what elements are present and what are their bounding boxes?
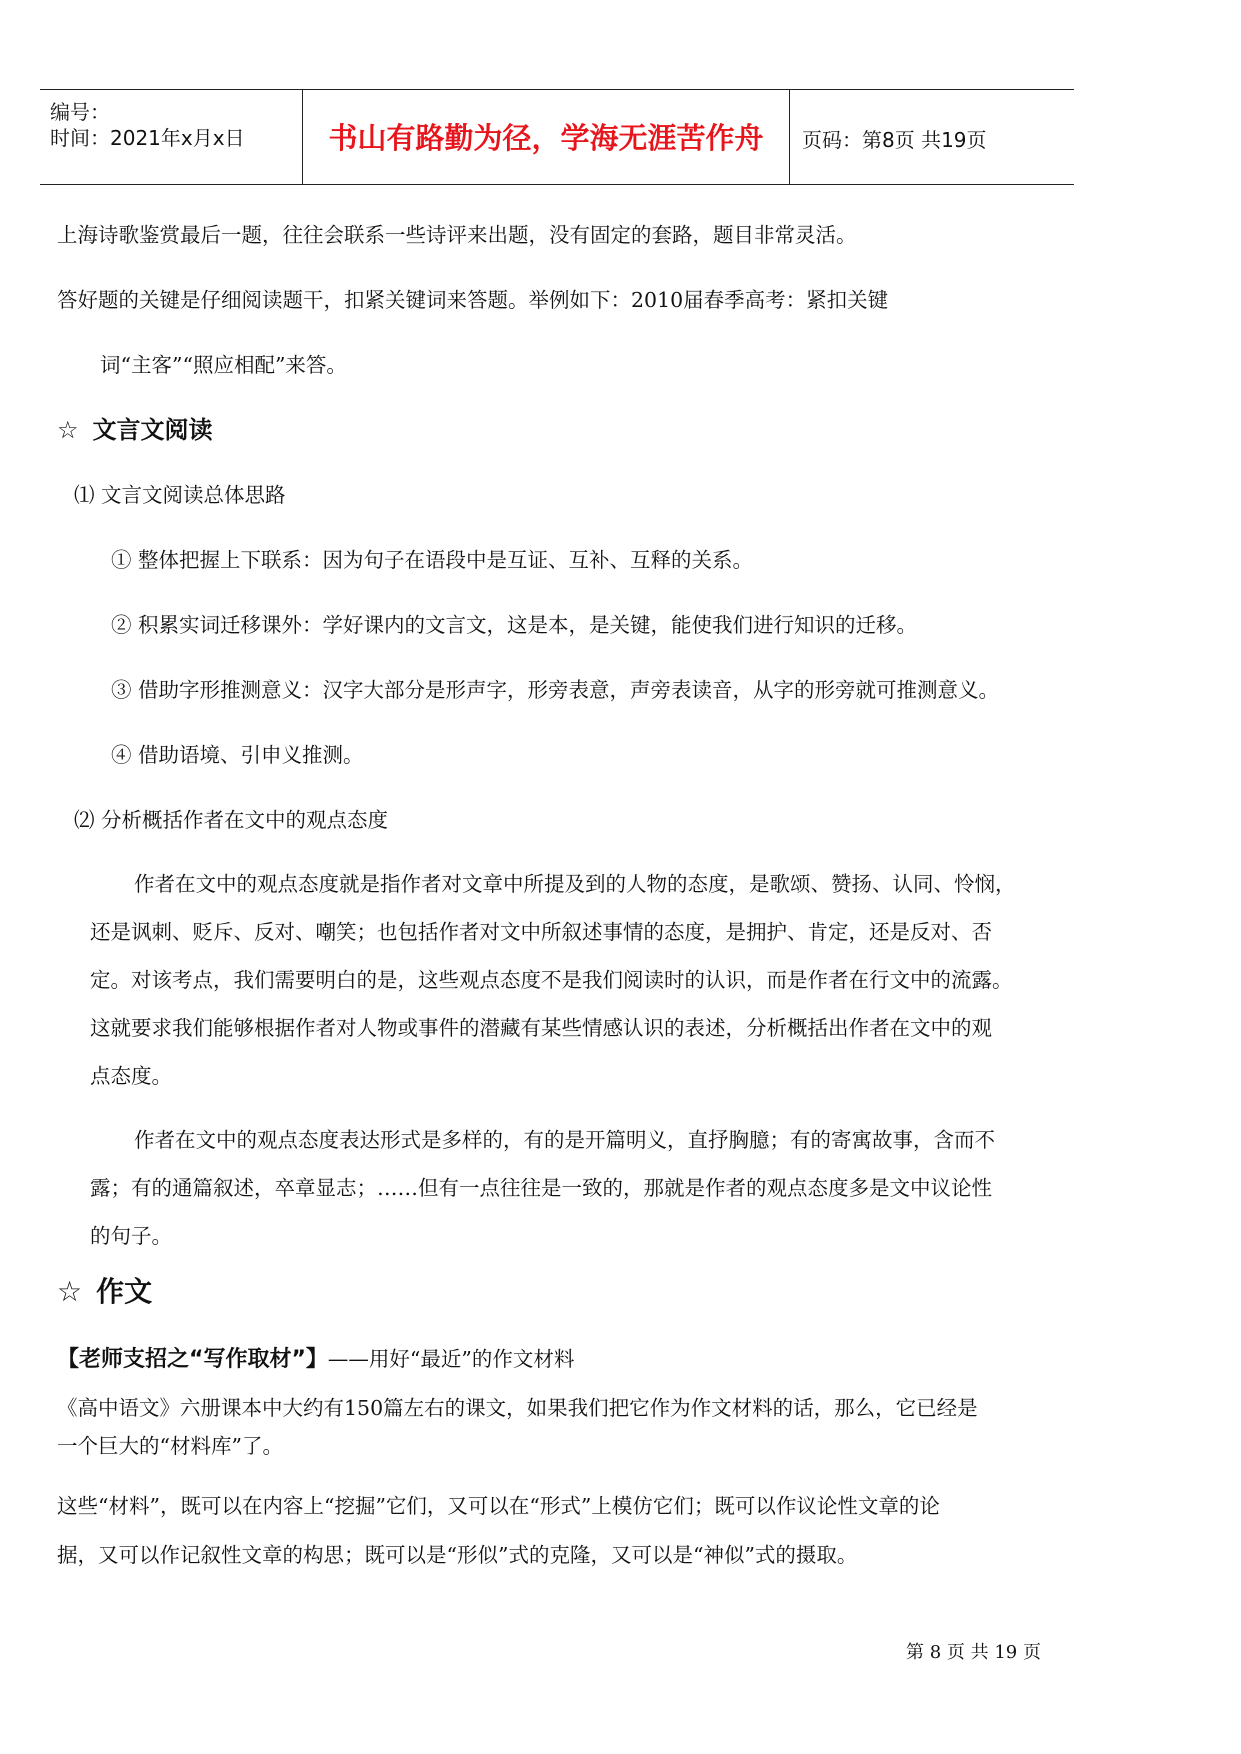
motto-text: 书山有路勤为径，学海无涯苦作舟 <box>328 121 764 155</box>
list-item: ④ 借助语境、引申义推测。 <box>111 743 364 767</box>
paragraph-line: 作者在文中的观点态度表达形式是多样的，有的是开篇明义，直抒胸臆；有的寄寓故事，含而不 <box>134 1128 995 1152</box>
header-page-cell <box>790 90 1074 184</box>
list-item: ③ 借助字形推测意义：汉字大部分是形声字，形旁表意，声旁表读音，从字的形旁就可推测意义。 <box>111 678 1000 702</box>
paragraph-line: 作者在文中的观点态度就是指作者对文章中所提及到的人物的态度，是歌颂、赞扬、认同、怜悯， <box>134 872 1016 896</box>
time-label: 时间：2021年x月x日 <box>50 126 245 150</box>
section-heading-composition <box>57 1275 153 1308</box>
list-item-author-attitude: ⑵ 分析概括作者在文中的观点态度 <box>74 808 389 832</box>
paragraph-line: 露；有的通篇叙述，卒章显志；……但有一点往往是一致的，那就是作者的观点态度多是文中议论性 <box>90 1176 992 1200</box>
star-icon: ☆ <box>57 1275 83 1308</box>
page-label: 页码：第8页 共19页 <box>802 128 987 152</box>
section-title: 作文 <box>96 1275 153 1308</box>
teacher-tip-line <box>57 1349 574 1371</box>
teacher-tip-title: 【老师支招之“写作取材”】 <box>57 1347 328 1372</box>
paragraph-answer-key-cont: 词“主客”“照应相配”来答。 <box>100 353 347 377</box>
page-footer: 第 8 页 共 19 页 <box>906 1642 1041 1663</box>
paragraph-line: 还是讽刺、贬斥、反对、嘲笑；也包括作者对文中所叙述事情的态度，是拥护、肯定，还是反对、否 <box>90 920 992 944</box>
paragraph-line: 点态度。 <box>90 1064 172 1088</box>
paragraph-answer-key: 答好题的关键是仔细阅读题干，扣紧关键词来答题。举例如下：2010届春季高考：紧扣关键 <box>57 288 889 312</box>
list-item: ② 积累实词迁移课外：学好课内的文言文，这是本，是关键，能使我们进行知识的迁移。 <box>111 613 918 637</box>
paragraph-line: 这就要求我们能够根据作者对人物或事件的潜藏有某些情感认识的表述，分析概括出作者在文中的观 <box>90 1016 992 1040</box>
header-motto-cell <box>302 90 790 184</box>
paragraph-line: 据，又可以作记叙性文章的构思；既可以是“形似”式的克隆，又可以是“神似”式的摄取。 <box>57 1543 858 1567</box>
paragraph-line: 的句子。 <box>90 1224 172 1248</box>
section-title: 文言文阅读 <box>92 416 213 444</box>
number-label: 编号： <box>50 100 110 124</box>
section-heading-classical <box>57 418 213 442</box>
paragraph-poetry-intro: 上海诗歌鉴赏最后一题，往往会联系一些诗评来出题，没有固定的套路，题目非常灵活。 <box>57 223 857 247</box>
teacher-tip-subtitle: ——用好“最近”的作文材料 <box>327 1347 575 1371</box>
star-icon: ☆ <box>57 416 79 444</box>
paragraph-line: 定。对该考点，我们需要明白的是，这些观点态度不是我们阅读时的认识，而是作者在行文中的流露。 <box>90 968 1013 992</box>
list-item: ① 整体把握上下联系：因为句子在语段中是互证、互补、互释的关系。 <box>111 548 754 572</box>
header-meta-cell <box>40 90 302 184</box>
paragraph-line: 这些“材料”，既可以在内容上“挖掘”它们，又可以在“形式”上模仿它们；既可以作议论性文章的论 <box>57 1494 940 1518</box>
paragraph-line: 《高中语文》六册课本中大约有150篇左右的课文，如果我们把它作为作文材料的话，那么，它已经是 <box>57 1396 978 1420</box>
document-header <box>40 89 1074 185</box>
list-item-overall-approach: ⑴ 文言文阅读总体思路 <box>74 483 286 507</box>
paragraph-line: 一个巨大的“材料库”了。 <box>57 1434 283 1458</box>
